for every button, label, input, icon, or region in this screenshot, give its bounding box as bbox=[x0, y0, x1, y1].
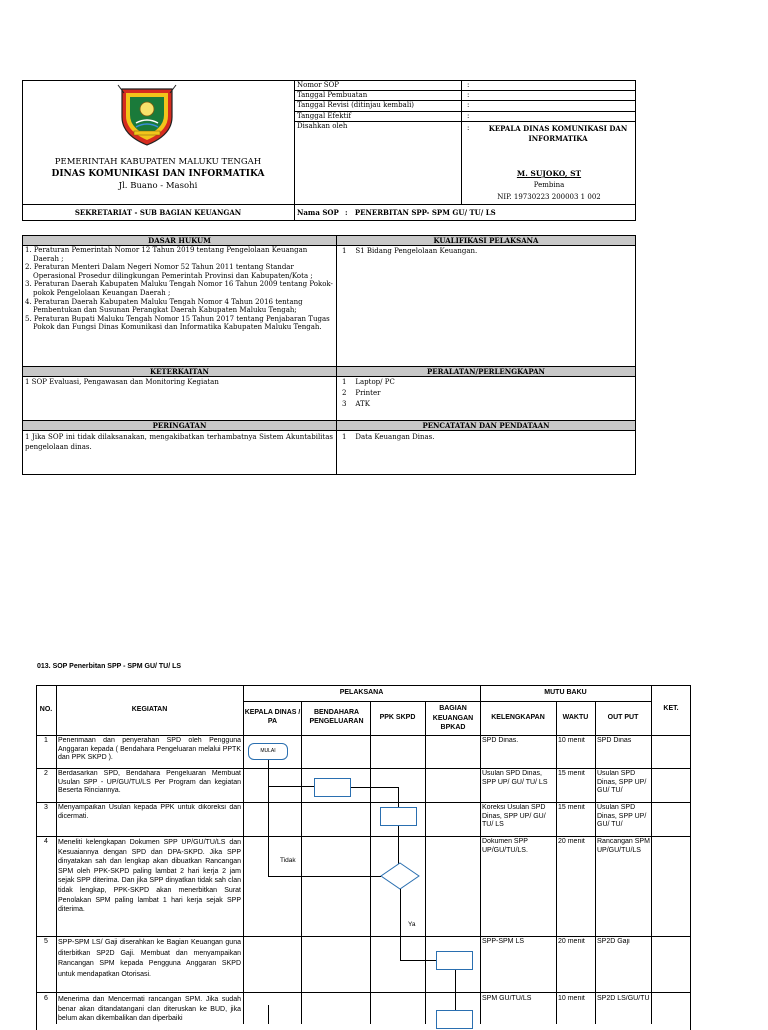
list-item: 1. Peraturan Pemerintah Nomor 12 Tahun 2019 tentang Pengelolaan Keuangan Daerah ; bbox=[25, 246, 308, 263]
unit-name: SEKRETARIAT - SUB BAGIAN KEUANGAN bbox=[74, 208, 242, 217]
row-kegiatan: Berdasarkan SPD, Bendahara Pengeluaran Membuat Usulan SPP - UP/GU/TU/LS Per Program dan kegiatan Beserta Rinciannya. bbox=[58, 770, 241, 795]
meta-colon: : bbox=[467, 101, 470, 109]
col-header-kepala: KEPALA DINAS / PA bbox=[244, 709, 301, 725]
col-header-kelengkapan: KELENGKAPAN bbox=[491, 714, 545, 721]
col-header-mutu-baku: MUTU BAKU bbox=[544, 689, 587, 696]
meta-label-disahkan: Disahkan oleh bbox=[297, 122, 348, 130]
pencatatan-header: PENCATATAN DAN PENDATAAN bbox=[337, 421, 635, 431]
org-name-2: DINAS KOMUNIKASI DAN INFORMATIKA bbox=[51, 169, 265, 179]
row-waktu: 15 menit bbox=[558, 804, 585, 811]
row-kelengkapan: Dokumen SPP UP/GU/TU/LS. bbox=[482, 838, 528, 854]
row-waktu: 15 menit bbox=[558, 770, 585, 777]
flow-process-bagian-keuangan-2 bbox=[436, 1010, 473, 1029]
col-header-kegiatan: KEGIATAN bbox=[131, 706, 168, 713]
kualifikasi-item: 1 S1 Bidang Pengelolaan Keuangan. bbox=[342, 247, 478, 255]
flow-start-label: MULAI bbox=[260, 748, 276, 754]
row-kelengkapan: Usulan SPD Dinas, SPP UP/ GU/ TU/ LS bbox=[482, 770, 548, 786]
approver-nip: NIP. 19730223 200003 1 002 bbox=[497, 193, 601, 201]
flow-label-yes: Ya bbox=[408, 921, 416, 928]
pencatatan-item: 1 Data Keuangan Dinas. bbox=[342, 433, 435, 441]
flow-decision bbox=[380, 862, 420, 890]
row-no: 4 bbox=[44, 838, 48, 845]
peralatan-item: 3 ATK bbox=[342, 400, 370, 408]
meta-label-nomor: Nomor SOP bbox=[297, 81, 340, 89]
kualifikasi-header: KUALIFIKASI PELAKSANA bbox=[337, 236, 635, 246]
row-no: 1 bbox=[44, 737, 48, 744]
col-header-pelaksana: PELAKSANA bbox=[339, 689, 384, 696]
col-header-waktu: WAKTU bbox=[562, 714, 589, 721]
approver-title: KEPALA DINAS KOMUNIKASI DAN INFORMATIKA bbox=[488, 124, 628, 143]
row-output: SPD Dinas bbox=[597, 737, 632, 744]
meta-label-efektif: Tanggal Efektif bbox=[297, 112, 352, 120]
peralatan-header: PERALATAN/PERLENGKAPAN bbox=[337, 367, 635, 377]
row-kegiatan: SPP-SPM LS/ Gaji diserahkan ke Bagian Keuangan guna diterbitkan SP2D Gaji. Membuat dan menyampaikan Rancangan SPM kepada Pengguna Anggaran SKPD untuk mendapatkan Otorisasi. bbox=[58, 939, 241, 978]
row-no: 6 bbox=[44, 995, 48, 1002]
row-kegiatan: Menyampaikan Usulan kepada PPK untuk dikoreksi dan dicermati. bbox=[58, 804, 241, 820]
list-item: 5. Peraturan Bupati Maluku Tengah Nomor 15 Tahun 2017 tentang Penjabaran Tugas Pokok dan Fungsi Dinas Komunikasi dan Informatika Kabupaten Maluku Tengah. bbox=[25, 314, 330, 332]
list-item: 4. Peraturan Daerah Kabupaten Maluku Tengah Nomor 4 Tahun 2016 tentang Pembentukan dan Susunan Perangkat Daerah Kabupaten Maluku Tengah; bbox=[25, 297, 303, 315]
col-header-bendahara: BENDAHARA PENGELUARAN bbox=[309, 709, 364, 725]
sop-name: : PENERBITAN SPP- SPM GU/ TU/ LS bbox=[345, 208, 496, 217]
row-no: 2 bbox=[44, 770, 48, 777]
row-waktu: 20 menit bbox=[558, 938, 585, 945]
row-no: 3 bbox=[44, 804, 48, 811]
org-address: Jl. Buano - Masohi bbox=[118, 181, 198, 191]
regency-logo bbox=[116, 83, 178, 147]
approver-rank: Pembina bbox=[533, 181, 565, 189]
flow-process-ppk bbox=[380, 807, 417, 826]
keterkaitan-header: KETERKAITAN bbox=[23, 367, 336, 377]
flow-start bbox=[248, 743, 288, 760]
meta-colon: : bbox=[467, 91, 470, 99]
meta-colon: : bbox=[467, 81, 470, 89]
row-output: Rancangan SPM UP/GU/TU/LS bbox=[597, 838, 650, 854]
peringatan-text: 1 Jika SOP ini tidak dilaksanakan, mengakibatkan terhambatnya Sistem Akuntabilitas pengelolaan dinas. bbox=[25, 433, 333, 451]
org-name-1: PEMERINTAH KABUPATEN MALUKU TENGAH bbox=[54, 157, 262, 167]
row-output: SP2D LS/GU/TU bbox=[597, 995, 650, 1002]
row-output: SP2D Gaji bbox=[597, 938, 630, 945]
col-header-ket: KET. bbox=[663, 705, 679, 712]
row-output: Usulan SPD Dinas, SPP UP/ GU/ TU/ bbox=[597, 770, 647, 795]
procedure-title: 013. SOP Penerbitan SPP - SPM GU/ TU/ LS bbox=[37, 663, 182, 670]
approver-name: M. SUJOKO, ST bbox=[516, 169, 582, 178]
meta-label-pembuatan: Tanggal Pembuatan bbox=[297, 91, 368, 99]
peralatan-item: 1 Laptop/ PC bbox=[342, 378, 395, 386]
col-header-ppk: PPK SKPD bbox=[379, 714, 416, 721]
row-waktu: 10 menit bbox=[558, 995, 585, 1002]
meta-colon: : bbox=[467, 124, 470, 132]
flow-process-bendahara bbox=[314, 778, 351, 797]
row-kegiatan: Penerimaan dan penyerahan SPD oleh Pengguna Anggaran kepada ( Bendahara Pengeluaran melalui PPTK dan PPK SKPD ). bbox=[58, 737, 241, 762]
keterkaitan-item: 1 SOP Evaluasi, Pengawasan dan Monitoring Kegiatan bbox=[25, 378, 219, 386]
list-item: 2. Peraturan Menteri Dalam Negeri Nomor 52 Tahun 2011 tentang Standar Operasional Prosedur dilingkungan Pemerintah Provinsi dan Kabupaten/Kota ; bbox=[25, 263, 313, 280]
row-kegiatan: Meneliti kelengkapan Dokumen SPP UP/GU/TU/LS dan Kesuaiannya dengan SPD dan DPA-SKPD. Jika SPP dinyatakan sah dan lengkap akan dibuatkan Rancangan SPM oleh PPK-SKPD paling lambat 2 hari kerja 2 jam sejak SPP diterima. Dan jika SPP dinyatkan tidak sah clan tidak lengkap, PPK-SKPD akan menerbitkan Surat Penolakan SPM paling lambat 1 hari kerja sejak SPP diterima. bbox=[58, 839, 241, 914]
row-waktu: 20 menit bbox=[558, 838, 585, 845]
col-header-bagian: BAGIAN KEUANGAN BPKAD bbox=[432, 705, 474, 731]
row-kelengkapan: SPD Dinas. bbox=[482, 737, 519, 744]
dasar-hukum-list bbox=[25, 246, 333, 332]
col-header-output: OUT PUT bbox=[607, 714, 639, 721]
dasar-hukum-header: DASAR HUKUM bbox=[23, 236, 336, 246]
meta-label-revisi: Tanggal Revisi (ditinjau kembali) bbox=[297, 101, 415, 109]
peralatan-item: 2 Printer bbox=[342, 389, 381, 397]
row-output: Usulan SPD Dinas, SPP UP/ GU/ TU/ bbox=[597, 804, 647, 829]
row-kelengkapan: Koreksi Usulan SPD Dinas, SPP UP/ GU/ TU/ LS bbox=[482, 804, 546, 829]
row-kelengkapan: SPP-SPM LS bbox=[482, 938, 525, 945]
peringatan-header: PERINGATAN bbox=[23, 421, 336, 431]
meta-colon: : bbox=[467, 112, 470, 120]
col-header-no: NO. bbox=[39, 706, 53, 713]
row-waktu: 10 menit bbox=[558, 737, 585, 744]
row-no: 5 bbox=[44, 938, 48, 945]
list-item: 3. Peraturan Daerah Kabupaten Maluku Tengah Nomor 16 Tahun 2009 tentang Pokok-pokok Pengelolaan Keuangan Daerah ; bbox=[25, 280, 333, 297]
flow-label-no: Tidak bbox=[280, 857, 296, 864]
flow-process-bagian-keuangan bbox=[436, 951, 473, 970]
sop-name-label: Nama SOP bbox=[297, 208, 339, 217]
row-kegiatan: Menerima dan Mencermati rancangan SPM. Jika sudah benar akan ditandatangani clan diteruskan ke BUD, jika belum akan dikembalikan dan diperbaiki bbox=[58, 996, 241, 1023]
row-kelengkapan: SPM GU/TU/LS bbox=[482, 995, 532, 1002]
